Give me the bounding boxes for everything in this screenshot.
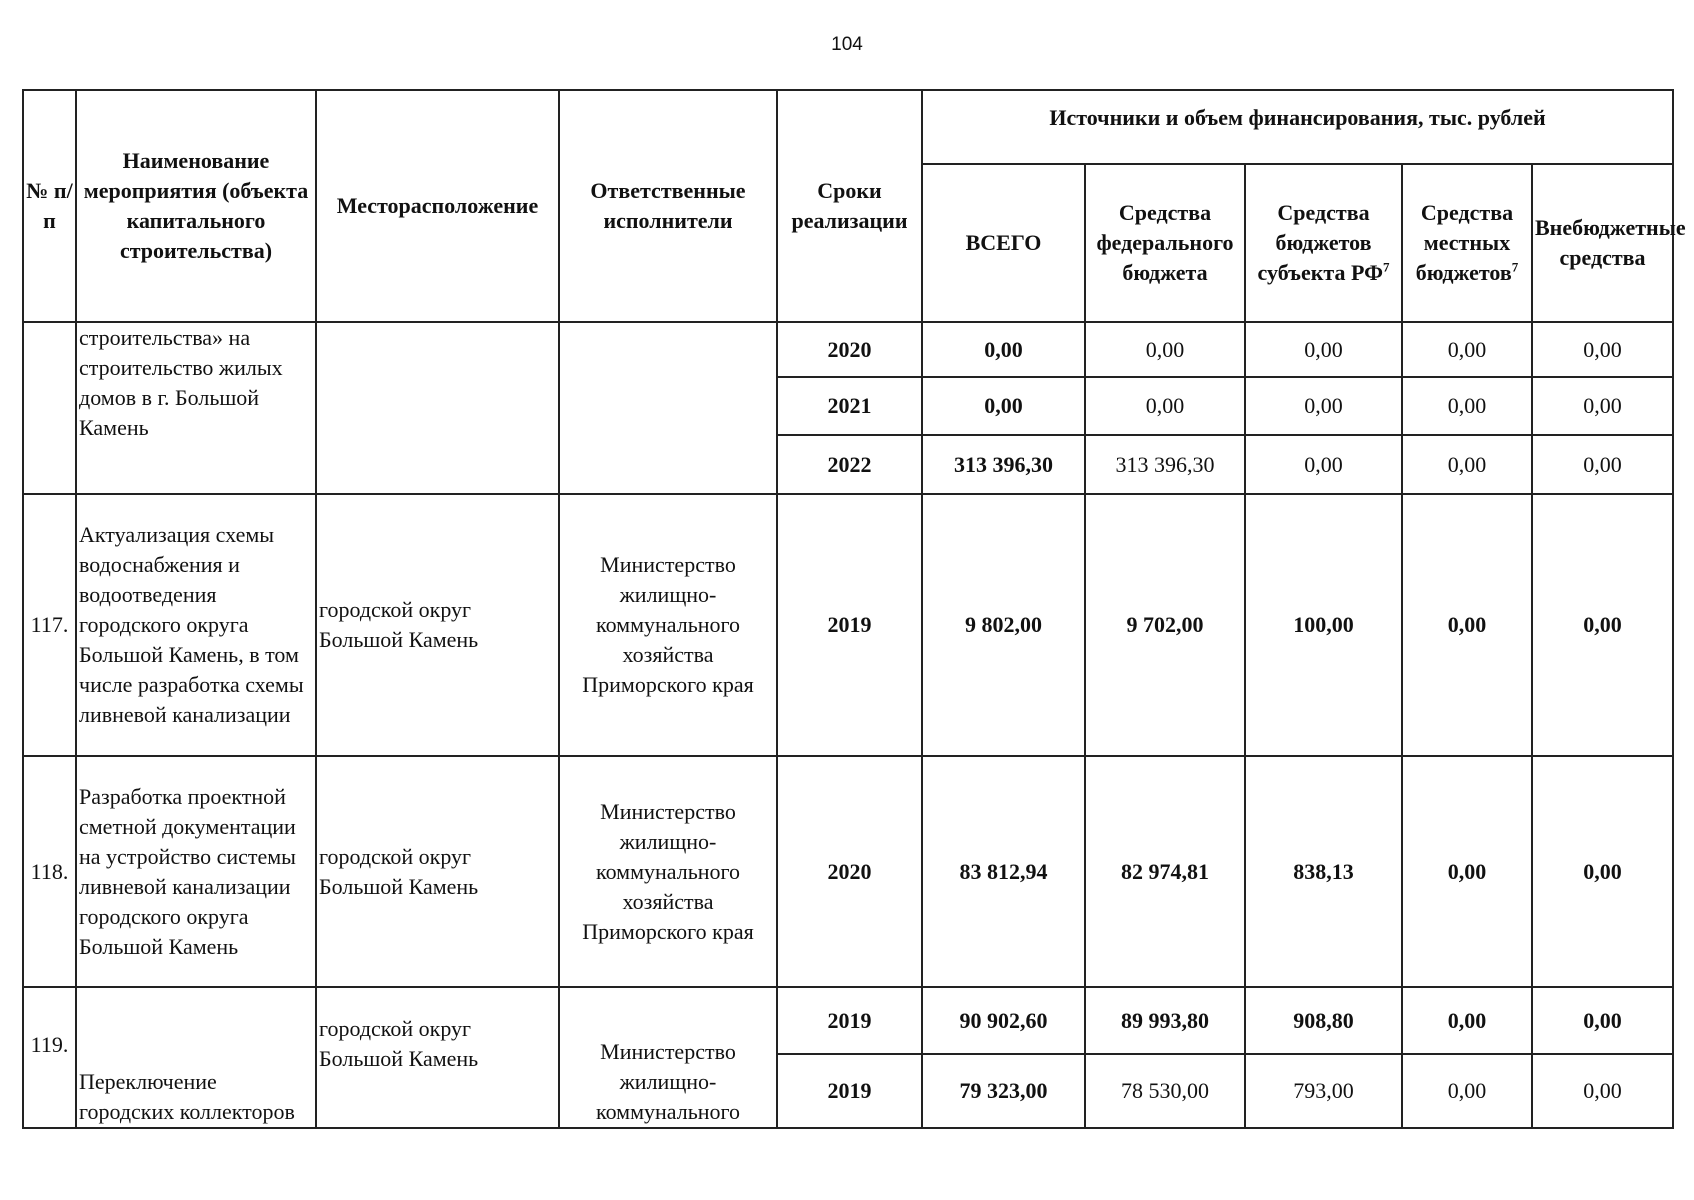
header-federal: Средства федерального бюджета	[1085, 164, 1245, 322]
cell-name: Разработка проектной сметной документации на устройство системы ливневой канализации городского округа Большой Камень	[76, 756, 316, 987]
cell-year: 2021	[777, 377, 922, 435]
cell-extra: 0,00	[1532, 435, 1673, 494]
cell-regional: 0,00	[1245, 435, 1402, 494]
table-row	[23, 756, 1673, 987]
cell-regional: 0,00	[1245, 322, 1402, 377]
footnote-marker: 7	[1382, 259, 1390, 275]
cell-extra: 0,00	[1532, 494, 1673, 756]
header-name: Наименование мероприятия (объекта капитального строительства)	[76, 90, 316, 322]
cell-local: 0,00	[1402, 1054, 1532, 1128]
footnote-marker: 7	[1511, 259, 1519, 275]
cell-location: городской округ Большой Камень	[316, 987, 559, 1128]
header-total: ВСЕГО	[922, 164, 1085, 322]
header-period: Сроки реализации	[777, 90, 922, 322]
cell-location: городской округ Большой Камень	[316, 756, 559, 987]
cell-extra: 0,00	[1532, 377, 1673, 435]
cell-regional: 838,13	[1245, 756, 1402, 987]
cell-total: 9 802,00	[922, 494, 1085, 756]
cell-total: 90 902,60	[922, 987, 1085, 1054]
cell-local: 0,00	[1402, 435, 1532, 494]
cell-regional: 0,00	[1245, 377, 1402, 435]
cell-total: 83 812,94	[922, 756, 1085, 987]
cell-location	[316, 322, 559, 494]
cell-regional: 908,80	[1245, 987, 1402, 1054]
header-extra: Внебюджетные средства	[1532, 164, 1673, 322]
header-regional: Средства бюджетов субъекта $РФ^7$	[1245, 164, 1402, 322]
cell-total: 0,00	[922, 322, 1085, 377]
cell-federal: 9 702,00	[1085, 494, 1245, 756]
cell-regional: 793,00	[1245, 1054, 1402, 1128]
cell-federal: 82 974,81	[1085, 756, 1245, 987]
cell-local: 0,00	[1402, 987, 1532, 1054]
cell-federal: 0,00	[1085, 377, 1245, 435]
cell-executor: Министерство жилищно-коммунального	[559, 987, 777, 1128]
cell-name: строительства» на строительство жилых домов в г. Большой Камень	[76, 322, 316, 494]
cell-federal: 0,00	[1085, 322, 1245, 377]
cell-num: 118.	[23, 756, 76, 987]
cell-year: 2020	[777, 322, 922, 377]
cell-local: 0,00	[1402, 494, 1532, 756]
cell-year: 2019	[777, 494, 922, 756]
page-number: 104	[831, 34, 863, 55]
cell-total: 79 323,00	[922, 1054, 1085, 1128]
cell-local: 0,00	[1402, 377, 1532, 435]
cell-federal: 313 396,30	[1085, 435, 1245, 494]
funding-table	[22, 89, 1686, 1129]
table-row	[23, 322, 1673, 377]
header-location: Месторасположение	[316, 90, 559, 322]
cell-regional: 100,00	[1245, 494, 1402, 756]
header-num: № п/п	[23, 90, 76, 322]
table-row	[23, 494, 1673, 756]
cell-extra: 0,00	[1532, 1054, 1673, 1128]
cell-num: 119.	[23, 987, 76, 1128]
cell-location: городской округ Большой Камень	[316, 494, 559, 756]
header-funding-group: Источники и объем финансирования, тыс. рублей	[922, 90, 1673, 164]
header-executors: Ответственные исполнители	[559, 90, 777, 322]
cell-local: 0,00	[1402, 322, 1532, 377]
cell-extra: 0,00	[1532, 322, 1673, 377]
cell-num: 117.	[23, 494, 76, 756]
cell-year: 2022	[777, 435, 922, 494]
cell-executor	[559, 322, 777, 494]
cell-federal: 89 993,80	[1085, 987, 1245, 1054]
cell-name: Переключение городских коллекторов	[76, 987, 316, 1128]
cell-executor: Министерство жилищно-коммунального хозяйства Приморского края	[559, 494, 777, 756]
header-local: Средства местных бюджетов$^7$	[1402, 164, 1532, 322]
cell-extra: 0,00	[1532, 756, 1673, 987]
cell-federal: 78 530,00	[1085, 1054, 1245, 1128]
cell-total: 313 396,30	[922, 435, 1085, 494]
cell-total: 0,00	[922, 377, 1085, 435]
cell-year: 2019	[777, 1054, 922, 1128]
table-row	[23, 987, 1673, 1054]
cell-year: 2019	[777, 987, 922, 1054]
cell-extra: 0,00	[1532, 987, 1673, 1054]
cell-year: 2020	[777, 756, 922, 987]
cell-local: 0,00	[1402, 756, 1532, 987]
cell-name: Актуализация схемы водоснабжения и водоотведения городского округа Большой Камень, в том числе разработка схемы ливневой канализации	[76, 494, 316, 756]
cell-executor: Министерство жилищно-коммунального хозяйства Приморского края	[559, 756, 777, 987]
cell-num	[23, 322, 76, 494]
